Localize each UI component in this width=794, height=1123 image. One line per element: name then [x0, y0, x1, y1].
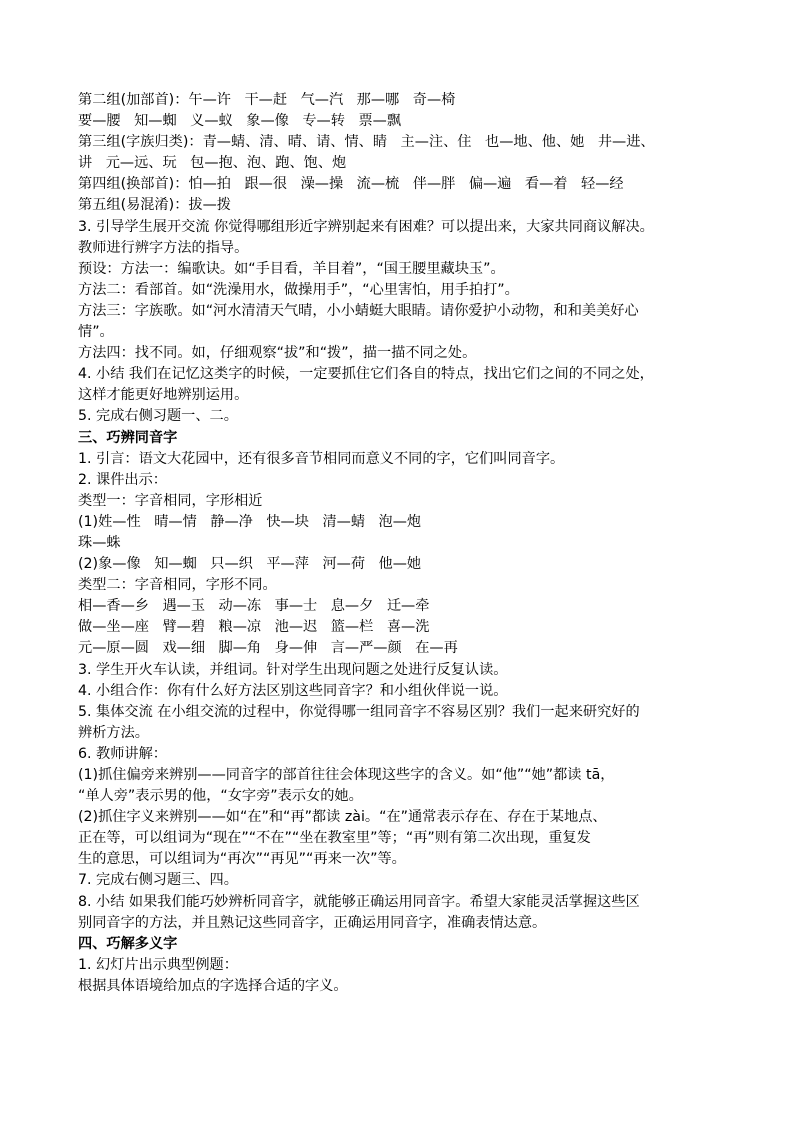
section-heading: 四、巧解多义字 — [78, 935, 178, 952]
text-line: 3. 学生开火车认读，并组词。针对学生出现问题之处进行反复认读。 — [78, 661, 508, 678]
text-line: 生的意思，可以组词为“再次”“再见”“再来一次”等。 — [78, 851, 406, 868]
text-line: 6. 教师讲解： — [78, 745, 167, 762]
text-line: 这样才能更好地辨别运用。 — [78, 387, 249, 404]
text-line: 5. 完成右侧习题一、二。 — [78, 408, 238, 425]
text-line: 元—原—圆 戏—细 脚—角 身—伸 言—严—颜 在—再 — [78, 640, 458, 657]
text-line: 第五组(易混淆)：拔—拨 — [78, 197, 231, 214]
text-line: 方法二：看部首。如“洗澡用水，做操用手”，“心里害怕，用手拍打”。 — [78, 281, 519, 298]
section-heading: 三、巧辨同音字 — [78, 429, 178, 446]
text-line: (1)姓—性 晴—情 静—净 快—块 清—蜻 泡—炮 — [78, 513, 422, 530]
text-line: 3. 引导学生展开交流 你觉得哪组形近字辨别起来有困难？可以提出来，大家共同商议解决。 — [78, 218, 654, 235]
text-line: 相—香—乡 遇—玉 动—冻 事—士 息—夕 迁—牵 — [78, 598, 430, 615]
text-line: 2. 课件出示： — [78, 471, 167, 488]
text-line: 类型一：字音相同，字形相近 — [78, 492, 263, 509]
text-line: 第四组(换部首)：怕—拍 跟—很 澡—操 流—梳 伴—胖 偏—遍 看—着 轻—经 — [78, 176, 624, 193]
text-line: 4. 小组合作：你有什么好方法区别这些同音字？和小组伙伴说一说。 — [78, 682, 508, 699]
text-line: 珠—蛛 — [78, 534, 121, 551]
text-line: (1)抓住偏旁来辨别——同音字的部首往往会体现这些字的含义。如“他”“她”都读 tā， — [78, 767, 615, 783]
text-line: 要—腰 知—蜘 义—蚁 象—像 专—转 票—飘 — [78, 113, 402, 130]
text-line: 方法三：字族歌。如“河水清清天气晴，小小蜻蜓大眼睛。请你爱护小动物，和和美美好心 — [78, 302, 639, 319]
text-line: 辨析方法。 — [78, 724, 149, 741]
text-line: 预设：方法一：编歌诀。如“手目看，羊目着”，“国王腰里藏块玉”。 — [78, 260, 505, 277]
text-line: 讲 元—远、玩 包—抱、泡、跑、饱、炮 — [78, 155, 347, 172]
text-line: 教师进行辨字方法的指导。 — [78, 239, 249, 256]
text-line: 方法四：找不同。如，仔细观察“拔”和“拨”，描一描不同之处。 — [78, 345, 477, 362]
text-line: 做—坐—座 臂—碧 粮—凉 池—迟 篮—栏 喜—洗 — [78, 619, 430, 636]
text-line: “单人旁”表示男的他，“女字旁”表示女的她。 — [78, 788, 363, 805]
text-line: 7. 完成右侧习题三、四。 — [78, 872, 238, 889]
text-line: 第二组(加部首)：午—许 干—赶 气—汽 那—哪 奇—椅 — [78, 92, 456, 108]
text-line: 1. 引言：语文大花园中，还有很多音节相同而意义不同的字，它们叫同音字。 — [78, 450, 565, 467]
text-line: 4. 小结 我们在记忆这类字的时候，一定要抓住它们各自的特点，找出它们之间的不同之处， — [78, 366, 654, 383]
text-line: 第三组(字族归类)：青—蜻、清、晴、请、情、睛 主—注、住 也—地、他、她 井—进、 — [78, 134, 655, 151]
text-line: (2)象—像 知—蜘 只—织 平—萍 河—荷 他—她 — [78, 556, 422, 573]
document-body — [78, 90, 728, 997]
text-line: 别同音字的方法，并且熟记这些同音字，正确运用同音字，准确表情达意。 — [78, 914, 547, 931]
text-line: 1. 幻灯片出示典型例题： — [78, 956, 238, 973]
text-line: 正在等，可以组词为“现在”“不在”“坐在教室里”等；“再”则有第二次出现，重复发 — [78, 830, 591, 847]
text-line: 8. 小结 如果我们能巧妙辨析同音字，就能够正确运用同音字。希望大家能灵活掌握这些区 — [78, 893, 640, 910]
text-line: 5. 集体交流 在小组交流的过程中，你觉得哪一组同音字不容易区别？我们一起来研究好的 — [78, 703, 640, 720]
text-line: 情”。 — [78, 324, 114, 341]
text-line: (2)抓住字义来辨别——如“在”和“再”都读 zài。“在”通常表示存在、存在于某地点、 — [78, 809, 607, 826]
text-line: 根据具体语境给加点的字选择合适的字义。 — [78, 977, 348, 994]
text-line: 类型二：字音相同，字形不同。 — [78, 577, 277, 594]
